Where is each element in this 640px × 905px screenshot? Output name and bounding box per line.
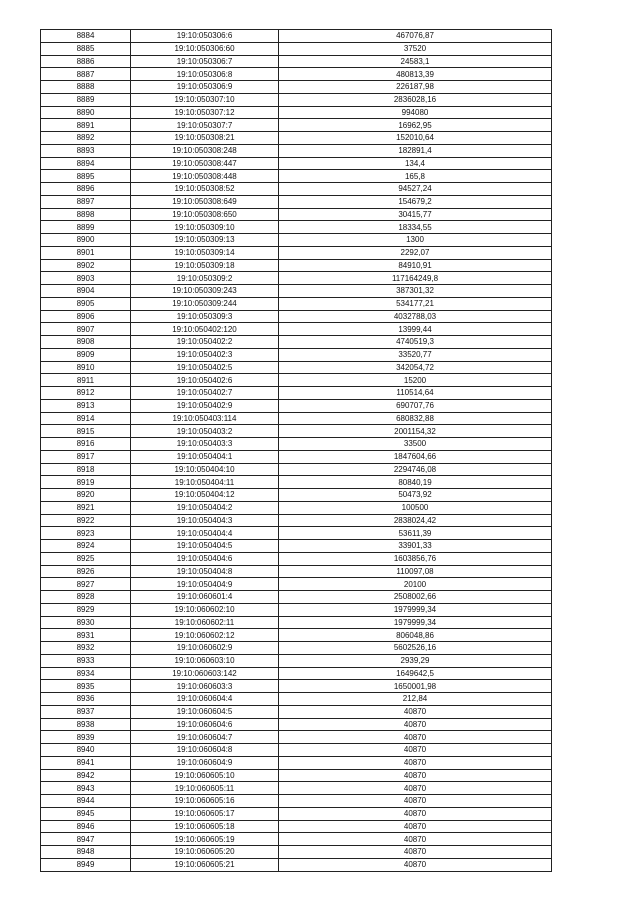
row-number-cell: 8924	[41, 540, 131, 553]
cadastral-number-cell: 19:10:060602:10	[131, 603, 279, 616]
table-row	[41, 310, 552, 323]
row-number-cell: 8912	[41, 387, 131, 400]
row-number-cell: 8884	[41, 30, 131, 43]
row-number-cell: 8935	[41, 680, 131, 693]
row-number-cell: 8904	[41, 285, 131, 298]
table-row	[41, 285, 552, 298]
table-row	[41, 272, 552, 285]
value-cell: 387301,32	[279, 285, 552, 298]
table-row	[41, 744, 552, 757]
cadastral-number-cell: 19:10:060604:9	[131, 756, 279, 769]
table-row	[41, 591, 552, 604]
row-number-cell: 8893	[41, 144, 131, 157]
cadastral-number-cell: 19:10:060603:142	[131, 667, 279, 680]
cadastral-number-cell: 19:10:050309:3	[131, 310, 279, 323]
row-number-cell: 8940	[41, 744, 131, 757]
row-number-cell: 8903	[41, 272, 131, 285]
table-row	[41, 565, 552, 578]
value-cell: 33520,77	[279, 348, 552, 361]
value-cell: 94527,24	[279, 183, 552, 196]
table-row	[41, 450, 552, 463]
value-cell: 226187,98	[279, 81, 552, 94]
row-number-cell: 8909	[41, 348, 131, 361]
cadastral-number-cell: 19:10:050402:2	[131, 336, 279, 349]
row-number-cell: 8900	[41, 234, 131, 247]
table-row	[41, 603, 552, 616]
row-number-cell: 8918	[41, 463, 131, 476]
cadastral-number-cell: 19:10:050306:9	[131, 81, 279, 94]
table-row	[41, 718, 552, 731]
row-number-cell: 8896	[41, 183, 131, 196]
row-number-cell: 8933	[41, 654, 131, 667]
row-number-cell: 8905	[41, 297, 131, 310]
table-row	[41, 833, 552, 846]
table-row	[41, 55, 552, 68]
value-cell: 806048,86	[279, 629, 552, 642]
table-row	[41, 387, 552, 400]
value-cell: 1847604,66	[279, 450, 552, 463]
row-number-cell: 8887	[41, 68, 131, 81]
table-row	[41, 514, 552, 527]
value-cell: 152010,64	[279, 132, 552, 145]
cadastral-number-cell: 19:10:050402:120	[131, 323, 279, 336]
cadastral-number-cell: 19:10:050404:12	[131, 489, 279, 502]
value-cell: 40870	[279, 795, 552, 808]
row-number-cell: 8923	[41, 527, 131, 540]
table-row	[41, 438, 552, 451]
cadastral-number-cell: 19:10:060605:20	[131, 846, 279, 859]
value-cell: 1603856,76	[279, 552, 552, 565]
value-cell: 342054,72	[279, 361, 552, 374]
row-number-cell: 8890	[41, 106, 131, 119]
row-number-cell: 8898	[41, 208, 131, 221]
table-row	[41, 30, 552, 43]
row-number-cell: 8925	[41, 552, 131, 565]
value-cell: 40870	[279, 731, 552, 744]
value-cell: 18334,55	[279, 221, 552, 234]
value-cell: 4032788,03	[279, 310, 552, 323]
value-cell: 15200	[279, 374, 552, 387]
table-row	[41, 680, 552, 693]
row-number-cell: 8949	[41, 858, 131, 871]
table-row	[41, 782, 552, 795]
row-number-cell: 8913	[41, 399, 131, 412]
cadastral-number-cell: 19:10:060603:3	[131, 680, 279, 693]
row-number-cell: 8899	[41, 221, 131, 234]
row-number-cell: 8937	[41, 705, 131, 718]
cadastral-number-cell: 19:10:050404:6	[131, 552, 279, 565]
cadastral-number-cell: 19:10:060604:6	[131, 718, 279, 731]
table-row	[41, 144, 552, 157]
table-row	[41, 731, 552, 744]
cadastral-number-cell: 19:10:050308:649	[131, 195, 279, 208]
table-row	[41, 756, 552, 769]
row-number-cell: 8931	[41, 629, 131, 642]
table-row	[41, 81, 552, 94]
cadastral-number-cell: 19:10:050308:52	[131, 183, 279, 196]
row-number-cell: 8930	[41, 616, 131, 629]
row-number-cell: 8902	[41, 259, 131, 272]
value-cell: 2939,29	[279, 654, 552, 667]
value-cell: 40870	[279, 705, 552, 718]
cadastral-number-cell: 19:10:060601:4	[131, 591, 279, 604]
value-cell: 154679,2	[279, 195, 552, 208]
cadastral-number-cell: 19:10:050308:21	[131, 132, 279, 145]
table-row	[41, 297, 552, 310]
table-body	[41, 30, 552, 872]
table-row	[41, 157, 552, 170]
row-number-cell: 8892	[41, 132, 131, 145]
row-number-cell: 8946	[41, 820, 131, 833]
value-cell: 40870	[279, 756, 552, 769]
row-number-cell: 8917	[41, 450, 131, 463]
table-row	[41, 846, 552, 859]
row-number-cell: 8901	[41, 246, 131, 259]
row-number-cell: 8888	[41, 81, 131, 94]
cadastral-number-cell: 19:10:060602:9	[131, 642, 279, 655]
table-row	[41, 106, 552, 119]
value-cell: 40870	[279, 858, 552, 871]
cadastral-number-cell: 19:10:050404:8	[131, 565, 279, 578]
row-number-cell: 8922	[41, 514, 131, 527]
table-row	[41, 195, 552, 208]
value-cell: 690707,76	[279, 399, 552, 412]
cadastral-number-cell: 19:10:050309:10	[131, 221, 279, 234]
row-number-cell: 8929	[41, 603, 131, 616]
table-row	[41, 221, 552, 234]
row-number-cell: 8942	[41, 769, 131, 782]
value-cell: 165,8	[279, 170, 552, 183]
value-cell: 33901,33	[279, 540, 552, 553]
value-cell: 40870	[279, 769, 552, 782]
value-cell: 24583,1	[279, 55, 552, 68]
row-number-cell: 8920	[41, 489, 131, 502]
cadastral-number-cell: 19:10:060604:5	[131, 705, 279, 718]
row-number-cell: 8945	[41, 807, 131, 820]
row-number-cell: 8927	[41, 578, 131, 591]
table-row	[41, 540, 552, 553]
cadastral-number-cell: 19:10:050404:3	[131, 514, 279, 527]
row-number-cell: 8921	[41, 501, 131, 514]
table-row	[41, 68, 552, 81]
table-row	[41, 642, 552, 655]
cadastral-number-cell: 19:10:060602:11	[131, 616, 279, 629]
cadastral-number-cell: 19:10:060605:11	[131, 782, 279, 795]
row-number-cell: 8889	[41, 93, 131, 106]
cadastral-number-cell: 19:10:050306:7	[131, 55, 279, 68]
table-row	[41, 693, 552, 706]
value-cell: 994080	[279, 106, 552, 119]
cadastral-number-cell: 19:10:050308:447	[131, 157, 279, 170]
cadastral-number-cell: 19:10:050404:5	[131, 540, 279, 553]
value-cell: 50473,92	[279, 489, 552, 502]
value-cell: 212,84	[279, 693, 552, 706]
row-number-cell: 8906	[41, 310, 131, 323]
cadastral-number-cell: 19:10:050309:14	[131, 246, 279, 259]
row-number-cell: 8944	[41, 795, 131, 808]
value-cell: 467076,87	[279, 30, 552, 43]
table-row	[41, 425, 552, 438]
table-row	[41, 93, 552, 106]
table-row	[41, 501, 552, 514]
cadastral-number-cell: 19:10:050404:11	[131, 476, 279, 489]
value-cell: 80840,19	[279, 476, 552, 489]
table-row	[41, 807, 552, 820]
value-cell: 2292,07	[279, 246, 552, 259]
table-row	[41, 361, 552, 374]
value-cell: 13999,44	[279, 323, 552, 336]
cadastral-number-cell: 19:10:050404:9	[131, 578, 279, 591]
table-row	[41, 705, 552, 718]
value-cell: 1300	[279, 234, 552, 247]
cadastral-number-cell: 19:10:060605:21	[131, 858, 279, 871]
row-number-cell: 8928	[41, 591, 131, 604]
cadastral-number-cell: 19:10:060604:7	[131, 731, 279, 744]
value-cell: 100500	[279, 501, 552, 514]
row-number-cell: 8939	[41, 731, 131, 744]
row-number-cell: 8947	[41, 833, 131, 846]
table-row	[41, 476, 552, 489]
table-row	[41, 820, 552, 833]
value-cell: 1650001,98	[279, 680, 552, 693]
cadastral-number-cell: 19:10:050308:448	[131, 170, 279, 183]
value-cell: 40870	[279, 718, 552, 731]
cadastral-number-cell: 19:10:060605:16	[131, 795, 279, 808]
cadastral-number-cell: 19:10:050403:3	[131, 438, 279, 451]
value-cell: 37520	[279, 42, 552, 55]
row-number-cell: 8886	[41, 55, 131, 68]
cadastral-number-cell: 19:10:050306:6	[131, 30, 279, 43]
value-cell: 40870	[279, 744, 552, 757]
table-row	[41, 183, 552, 196]
value-cell: 2001154,32	[279, 425, 552, 438]
value-cell: 680832,88	[279, 412, 552, 425]
row-number-cell: 8943	[41, 782, 131, 795]
cadastral-number-cell: 19:10:050404:10	[131, 463, 279, 476]
cadastral-number-cell: 19:10:050403:2	[131, 425, 279, 438]
table-row	[41, 399, 552, 412]
cadastral-number-cell: 19:10:050404:1	[131, 450, 279, 463]
table-row	[41, 667, 552, 680]
value-cell: 2838024,42	[279, 514, 552, 527]
value-cell: 2836028,16	[279, 93, 552, 106]
cadastral-number-cell: 19:10:050309:13	[131, 234, 279, 247]
value-cell: 53611,39	[279, 527, 552, 540]
value-cell: 1979999,34	[279, 603, 552, 616]
value-cell: 134,4	[279, 157, 552, 170]
cadastral-number-cell: 19:10:050404:4	[131, 527, 279, 540]
table-row	[41, 259, 552, 272]
row-number-cell: 8885	[41, 42, 131, 55]
row-number-cell: 8915	[41, 425, 131, 438]
cadastral-number-cell: 19:10:050309:18	[131, 259, 279, 272]
table-row	[41, 336, 552, 349]
row-number-cell: 8916	[41, 438, 131, 451]
value-cell: 2508002,66	[279, 591, 552, 604]
table-row	[41, 463, 552, 476]
value-cell: 40870	[279, 820, 552, 833]
row-number-cell: 8936	[41, 693, 131, 706]
table-row	[41, 234, 552, 247]
table-row	[41, 208, 552, 221]
table-row	[41, 170, 552, 183]
row-number-cell: 8934	[41, 667, 131, 680]
cadastral-number-cell: 19:10:060603:10	[131, 654, 279, 667]
table-row	[41, 412, 552, 425]
table-row	[41, 42, 552, 55]
cadastral-number-cell: 19:10:050307:7	[131, 119, 279, 132]
row-number-cell: 8907	[41, 323, 131, 336]
row-number-cell: 8932	[41, 642, 131, 655]
cadastral-number-cell: 19:10:050402:6	[131, 374, 279, 387]
row-number-cell: 8891	[41, 119, 131, 132]
row-number-cell: 8941	[41, 756, 131, 769]
cadastral-number-cell: 19:10:060605:19	[131, 833, 279, 846]
value-cell: 33500	[279, 438, 552, 451]
cadastral-number-cell: 19:10:060602:12	[131, 629, 279, 642]
cadastral-number-cell: 19:10:050307:10	[131, 93, 279, 106]
value-cell: 40870	[279, 846, 552, 859]
row-number-cell: 8914	[41, 412, 131, 425]
table-row	[41, 858, 552, 871]
cadastral-number-cell: 19:10:050402:3	[131, 348, 279, 361]
value-cell: 534177,21	[279, 297, 552, 310]
cadastral-number-cell: 19:10:060604:8	[131, 744, 279, 757]
table-row	[41, 132, 552, 145]
row-number-cell: 8908	[41, 336, 131, 349]
value-cell: 40870	[279, 782, 552, 795]
value-cell: 182891,4	[279, 144, 552, 157]
table-row	[41, 654, 552, 667]
table-row	[41, 119, 552, 132]
table-row	[41, 629, 552, 642]
cadastral-number-cell: 19:10:050404:2	[131, 501, 279, 514]
data-table	[40, 29, 552, 872]
table-row	[41, 527, 552, 540]
table-row	[41, 374, 552, 387]
cadastral-number-cell: 19:10:050403:114	[131, 412, 279, 425]
row-number-cell: 8895	[41, 170, 131, 183]
value-cell: 4740519,3	[279, 336, 552, 349]
cadastral-number-cell: 19:10:050308:248	[131, 144, 279, 157]
table-row	[41, 323, 552, 336]
value-cell: 1649642,5	[279, 667, 552, 680]
table-row	[41, 552, 552, 565]
cadastral-number-cell: 19:10:060605:10	[131, 769, 279, 782]
row-number-cell: 8919	[41, 476, 131, 489]
row-number-cell: 8894	[41, 157, 131, 170]
value-cell: 40870	[279, 833, 552, 846]
value-cell: 110514,64	[279, 387, 552, 400]
row-number-cell: 8911	[41, 374, 131, 387]
row-number-cell: 8938	[41, 718, 131, 731]
value-cell: 2294746,08	[279, 463, 552, 476]
value-cell: 110097,08	[279, 565, 552, 578]
cadastral-number-cell: 19:10:050402:9	[131, 399, 279, 412]
cadastral-number-cell: 19:10:060605:18	[131, 820, 279, 833]
table-row	[41, 769, 552, 782]
cadastral-number-cell: 19:10:050309:2	[131, 272, 279, 285]
cadastral-number-cell: 19:10:050306:60	[131, 42, 279, 55]
value-cell: 1979999,34	[279, 616, 552, 629]
cadastral-number-cell: 19:10:050307:12	[131, 106, 279, 119]
cadastral-number-cell: 19:10:060605:17	[131, 807, 279, 820]
value-cell: 84910,91	[279, 259, 552, 272]
cadastral-number-cell: 19:10:050306:8	[131, 68, 279, 81]
value-cell: 30415,77	[279, 208, 552, 221]
value-cell: 20100	[279, 578, 552, 591]
table-row	[41, 578, 552, 591]
value-cell: 480813,39	[279, 68, 552, 81]
table-row	[41, 616, 552, 629]
cadastral-number-cell: 19:10:050309:244	[131, 297, 279, 310]
cadastral-number-cell: 19:10:050402:7	[131, 387, 279, 400]
row-number-cell: 8926	[41, 565, 131, 578]
table-row	[41, 246, 552, 259]
row-number-cell: 8948	[41, 846, 131, 859]
table-row	[41, 795, 552, 808]
cadastral-number-cell: 19:10:060604:4	[131, 693, 279, 706]
cadastral-number-cell: 19:10:050309:243	[131, 285, 279, 298]
table-row	[41, 489, 552, 502]
row-number-cell: 8897	[41, 195, 131, 208]
value-cell: 40870	[279, 807, 552, 820]
cadastral-number-cell: 19:10:050308:650	[131, 208, 279, 221]
value-cell: 5602526,16	[279, 642, 552, 655]
row-number-cell: 8910	[41, 361, 131, 374]
table-row	[41, 348, 552, 361]
value-cell: 117164249,8	[279, 272, 552, 285]
value-cell: 16962,95	[279, 119, 552, 132]
cadastral-number-cell: 19:10:050402:5	[131, 361, 279, 374]
